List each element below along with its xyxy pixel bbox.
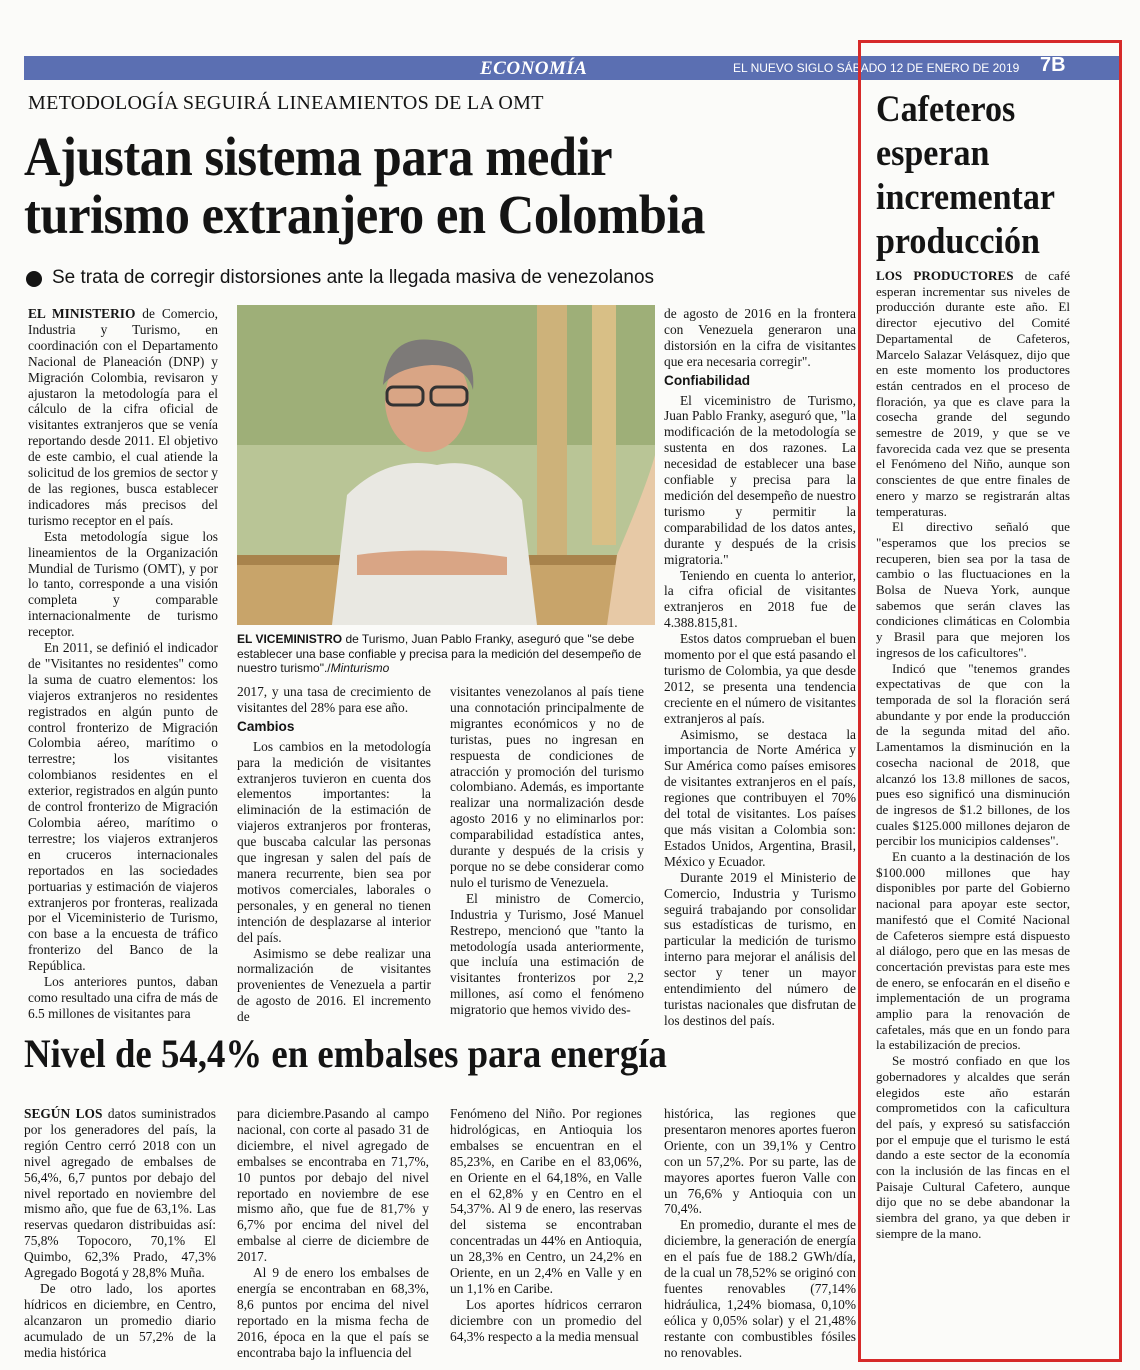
article-column-4	[664, 1106, 856, 1361]
article-kicker: METODOLOGÍA SEGUIRÁ LINEAMIENTOS DE LA OMT	[28, 92, 544, 114]
paragraph	[24, 1106, 216, 1281]
paragraph: Al 9 de enero los embalses de energía se encontraban en 68,3%, 8,6 puntos por encima del nivel reportado en la misma fecha de 2016, época en la que el país se encontraba bajo la influencia del	[237, 1265, 429, 1360]
paragraph-text: de Comercio, Industria y Turismo, en coordinación con el Departamento Nacional de Planeación (DNP) y Migración Colombia, revisaron y ajustaron la metodología para el cálculo de la cifra oficial de visitantes extranjeros que se venía reportando desde 2011. El objetivo de este cambio, el cual atiende la solicitud de los gremios de sector y de las regiones, busca establecer indicadores más precisos del turismo receptor en el país.	[28, 306, 218, 528]
paragraph: Asimismo se debe realizar una normalización de visitantes provenientes de Venezuela a partir de agosto de 2016. El incremento de	[237, 945, 431, 1025]
lead-in: LOS PRODUCTORES	[876, 268, 1014, 283]
paragraph: Esta metodología sigue los lineamientos de la Organización Mundial de Turismo (OMT), y por lo tanto, corresponde a una visión completa y comparable internacionalmente de turismo receptor.	[28, 528, 218, 640]
paragraph: El ministro de Comercio, Industria y Turismo, José Manuel Restrepo, mencionó que "tanto la metodología usada anteriormente, que incluía una estimación de visitantes fronterizos por 2,2 millones, así como el fenómeno migratorio que hemos vivido des-	[450, 890, 644, 1018]
paragraph: Estos datos comprueban el buen momento por el que está pasando el turismo de Colombia, ya que desde 2012, se presenta una tendencia creciente en el número de visitantes extranjeros al país.	[664, 631, 856, 726]
paragraph: para diciembre.Pasando al campo nacional, con corte al pasado 31 de diciembre, el nivel agregado de embalses se encontraba en 71,7%, 10 puntos por debajo del nivel reportado en noviembre de ese mismo año, que fue de 81,7% y 6,7% por encima del nivel del embalse al cierre de diciembre de 2017.	[237, 1106, 429, 1265]
article-column-1	[28, 306, 218, 1022]
section-subhead: Confiabilidad	[664, 372, 751, 388]
paragraph: Los aportes hídricos cerraron diciembre con un promedio del 64,3% respecto a la media mensual	[450, 1296, 642, 1344]
paragraph	[876, 268, 1070, 519]
page-number: 7B	[1040, 54, 1066, 76]
article-column-2	[237, 1106, 429, 1361]
paragraph: visitantes venezolanos al país tiene una connotación principalmente de migrantes económicos y no de turistas, pues no ingresan en respuesta de condiciones de atracción y promoción del turismo colombiano. Además, es importante realizar una normalización desde agosto 2016 y no eliminarlos por: comparabilidad estadística antes, durante y después de la crisis y porque no se debe considerar como nulo el turismo de Venezuela.	[450, 684, 644, 890]
article-column-1	[24, 1106, 216, 1361]
paragraph-text: datos suministrados por los generadores del país, la región Centro cerró 2018 con un nivel agregado de embalses de 56,4%, 6,7 puntos por debajo del nivel reportado en noviembre del mismo año, que fue de 63,1%. Las reservas quedaron distribuidas así: 75,8% Topocoro, 70,1% El Quimbo, 62,3% Prado, 47,3% Agregado Bogotá y 28,8% Muña.	[24, 1106, 217, 1281]
lead-in: SEGÚN LOS	[24, 1106, 103, 1121]
article-column-4	[664, 306, 856, 1029]
caption-credit: Minturismo	[330, 661, 390, 675]
caption-text: de Turismo, Juan Pablo Franky, aseguró que "se debe establecer una base confiable y precisa para la medición del desempeño de nuestro turismo"./	[237, 632, 642, 675]
article-headline: Ajustan sistema para medir turismo extranjero en Colombia	[24, 126, 705, 245]
paragraph: En cuanto a la destinación de los $100.000 millones que hay disponibles por parte del Gobierno nacional para apoyar este sector, manifestó que el Comité Nacional de Cafeteros siempre está dispuesto al diálogo, pero que en las mesas de concertación previstas para este mes de enero, se enfocarán en el diseño e implementación de un programa amplio para la renovación de cafetales, más que en un fondo para la estabilización de precios.	[876, 849, 1070, 1053]
article-headline: Nivel de 54,4% en embalses para energía	[24, 1031, 667, 1076]
bullet-icon	[26, 271, 42, 287]
photo-caption	[237, 632, 657, 676]
paragraph: histórica, las regiones que presentaron menores aportes fueron Oriente, con un 39,1% y Centro con un 57,2%. Por su parte, las de mayores aportes fueron Valle con un 76,6% y Antioquia con un 70,4%.	[664, 1106, 856, 1217]
sidebar-column	[876, 268, 1070, 1242]
paragraph: Se mostró confiado en que los gobernadores y alcaldes que serán elegidos este año estarán comprometidos con la caficultura del país, y expresó su satisfacción por el empuje que el turismo le está dando a este sector de la economía con la inclusión de las fincas en el Paisaje Cultural Cafetero, aunque dijo que no se debe abandonar la siembra del grano, ya que deben ir siempre de la mano.	[876, 1053, 1070, 1241]
paragraph: Fenómeno del Niño. Por regiones hidrológicas, en Antioquia los embalses se encuentran en el 85,23%, en Caribe en el 83,06%, en Oriente en el 64,18%, en Valle en el 62,8% y en Centro en el 54,37%. Al 9 de enero, las reservas del sistema se encontraban concentradas un 44% en Antioquia, un 28,3% en Centro, un 24,2% en Oriente, en un 2,4% en Valle y en un 1,1% en Caribe.	[450, 1106, 642, 1296]
paragraph: Durante 2019 el Ministerio de Comercio, Industria y Turismo seguirá trabajando por consolidar sus estadísticas de turismo, en particular la medición de turismo interno para mejorar el análisis del sector y tener un mayor entendimiento del número de turistas nacionales que disfrutan de los destinos del país.	[664, 869, 856, 1028]
photo-illustration	[237, 305, 655, 625]
section-subhead: Cambios	[237, 718, 295, 734]
paragraph: El directivo señaló que "esperamos que los precios se recuperen, bien sea por la tasa de cambio o las fluctuaciones en la Bolsa de Nueva York, aunque sabemos que serán claves las condiciones climáticas en Colombia y Brasil para que mejoren los ingresos de los caficultores".	[876, 519, 1070, 660]
paragraph: Indicó que "tenemos grandes expectativas de que con la temporada de sol la floración será abundante y por ende la producción de la segunda mitad del año. Lamentamos la disminución en la cosecha nacional de 2018, que alcanzó los 13.8 millones de sacos, pues eso significó una disminución de ingresos de $1.2 billones, de los cuales $125.000 millones dejaron de percibir los municipios caldenses".	[876, 660, 1070, 849]
section-title: ECONOMÍA	[480, 58, 588, 79]
caption-lead: EL VICEMINISTRO	[237, 632, 343, 646]
paragraph: En promedio, durante el mes de diciembre, la generación de energía en el país fue de 188.2 GWh/día, de la cual un 78,52% se originó con fuentes renovables (77,14% hidráulica, 1,24% biomasa, 0,10% eólica y 0,05% solar) y el 21,48% restante con combustibles fósiles no renovables.	[664, 1217, 856, 1360]
lead-in: EL MINISTERIO	[28, 306, 136, 321]
paragraph: de agosto de 2016 en la frontera con Venezuela generaron una distorsión en la cifra de visitantes que era necesaria corregir".	[664, 306, 856, 369]
article-column-3	[450, 1106, 642, 1345]
article-photo	[237, 305, 655, 625]
paragraph: En 2011, se definió el indicador de "Visitantes no residentes" como la suma de cuatro elementos: los viajeros extranjeros no residentes registrados en algún punto de control fronterizo de Migración Colombia aéreo, marítimo o terrestre; los visitantes colombianos residentes en el exterior, registrados en algún punto de control fronterizo de Migración Colombia aéreo, marítimo o terrestre; los viajeros extranjeros en cruceros internacionales reportados en las sociedades portuarias y estimación de viajeros extranjeros por fronteras, realizada por el Viceministerio de Turismo, con base a la encuesta de tráfico fronterizo del Banco de la República.	[28, 640, 218, 974]
paragraph: El viceministro de Turismo, Juan Pablo Franky, aseguró que, "la modificación de la metodología se sustenta en dos razones. La necesidad de establecer una base confiable y precisa para la medición del desempeño de nuestro turismo y permitir la comparabilidad de los datos antes, durante y después de la crisis migratoria."	[664, 392, 856, 567]
paragraph: 2017, y una tasa de crecimiento de visitantes del 28% para ese año.	[237, 684, 431, 715]
newspaper-date: EL NUEVO SIGLO SÁBADO 12 DE ENERO DE 2019	[733, 61, 1020, 75]
article-subhead: Se trata de corregir distorsiones ante la llegada masiva de venezolanos	[52, 267, 655, 288]
sidebar-headline: Cafeteros esperan incrementar producción	[876, 89, 1055, 262]
paragraph: Asimismo, se destaca la importancia de Norte América y Sur América como países emisores de visitantes extranjeros en el país, regiones que contribuyen el 70% del total de visitantes. Los países que más visitan a Colombia son: Estados Unidos, Argentina, Brasil, México y Ecuador.	[664, 726, 856, 869]
paragraph: Los anteriores puntos, daban como resultado una cifra de más de 6.5 millones de visitantes para	[28, 974, 218, 1021]
paragraph-text: de café esperan incrementar sus niveles de producción durante este año. El director ejecutivo del Comité Departamental de Cafeteros, Marcelo Salazar Velásquez, dijo que en este momento los productores están centrados en el proceso de floración, ya que es clave para la cosecha grande del segundo semestre de 2019, y que se ve favorecida cada vez que se presenta el Fenómeno del Niño, aunque son conscientes de que entre finales de enero y marzo se registrarán altas temperaturas.	[876, 268, 1071, 519]
paragraph: Los cambios en la metodología para la medición de visitantes extranjeros tuvieron en cuenta dos elementos importantes: la eliminación de la estimación de viajeros extranjeros por fronteras, que buscaba calcular las personas que ingresan y salen del país de manera recurrente, bien sea por motivos comerciales, laborales o personales, y en general no tienen intención de desplazarse al interior del país.	[237, 738, 431, 945]
paragraph	[28, 306, 218, 529]
article-column-3	[450, 684, 644, 1018]
paragraph: Teniendo en cuenta lo anterior, la cifra oficial de visitantes extranjeros en 2018 fue de 4.388.815,81.	[664, 567, 856, 631]
paragraph: De otro lado, los aportes hídricos en diciembre, en Centro, alcanzaron un promedio diario acumulado de un 57,2% de la media histórica	[24, 1280, 216, 1360]
article-column-2	[237, 684, 431, 1025]
